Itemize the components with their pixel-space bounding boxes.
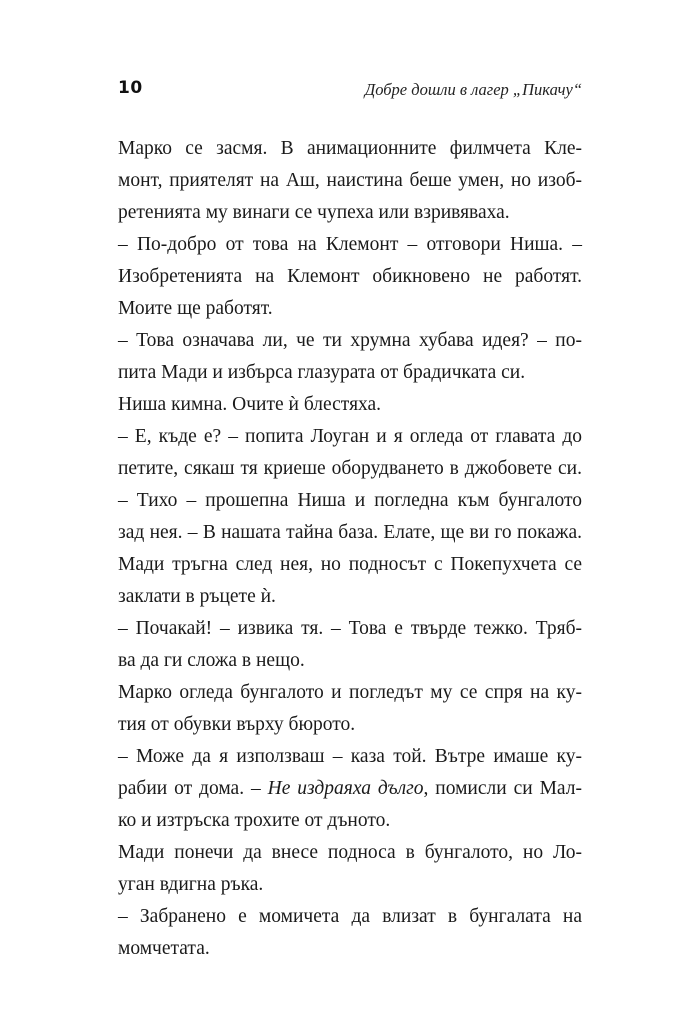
text-line: – Почакай! – извика тя. – Това е твърде тежко. Тряб- xyxy=(118,618,582,639)
text-line: тия от обувки върху бюрото. xyxy=(118,714,356,735)
body-text xyxy=(118,133,582,965)
text-line: – Тихо – прошепна Ниша и погледна към бунгалото xyxy=(118,490,582,511)
text-line: Мади тръгна след нея, но подносът с Покепухчета се xyxy=(118,554,582,575)
paragraph xyxy=(118,741,582,837)
paragraph xyxy=(118,677,582,741)
text-fragment: рабии от дома. – xyxy=(118,778,268,799)
running-title: Добре дошли в лагер „Пикачу“ xyxy=(364,80,582,99)
text-line: – Това означава ли, че ти хрумна хубава идея? – по- xyxy=(118,330,582,351)
text-line: петите, сякаш тя криеше оборудването в джобовете си. xyxy=(118,458,582,479)
paragraph xyxy=(118,325,582,389)
text-line: Изобретенията на Клемонт обикновено не работят. xyxy=(118,266,582,287)
paragraph xyxy=(118,485,582,549)
text-line: Моите ще работят. xyxy=(118,298,273,319)
text-line: Мади понечи да внесе подноса в бунгалото, но Ло- xyxy=(118,842,582,863)
text-line: момчетата. xyxy=(118,938,210,959)
text-line: – Може да я използваш – каза той. Вътре имаше ку- xyxy=(118,746,582,767)
text-line: Марко огледа бунгалото и погледът му се спря на ку- xyxy=(118,682,582,703)
paragraph xyxy=(118,421,582,485)
page-header xyxy=(118,74,582,104)
paragraph xyxy=(118,837,582,901)
text-line: Марко се засмя. В анимационните филмчета Кле- xyxy=(118,138,582,159)
text-line: Ниша кимна. Очите ѝ блестяха. xyxy=(118,394,382,415)
paragraph xyxy=(118,229,582,325)
text-line: заклати в ръцете ѝ. xyxy=(118,586,276,607)
page-number: 10 xyxy=(118,78,143,98)
text-line: ко и изтръска трохите от дъното. xyxy=(118,810,391,831)
text-line: – Забранено е момичета да влизат в бунгалата на xyxy=(118,906,582,927)
text-fragment: , помисли си Мал- xyxy=(423,778,582,799)
paragraph xyxy=(118,549,582,613)
text-line: ретенията му винаги се чупеха или взривяваха. xyxy=(118,202,510,223)
text-line: пита Мади и избърса глазурата от брадичката си. xyxy=(118,362,526,383)
text-line: – По-добро от това на Клемонт – отговори Ниша. – xyxy=(118,234,582,255)
text-line: ва да ги сложа в нещо. xyxy=(118,650,305,671)
paragraph xyxy=(118,613,582,677)
paragraph xyxy=(118,389,582,421)
text-line: – Е, къде е? – попита Лоуган и я огледа от главата до xyxy=(118,426,582,447)
text-line: зад нея. – В нашата тайна база. Елате, ще ви го покажа. xyxy=(118,522,582,543)
italic-phrase: Не издраяха дълго xyxy=(267,778,424,799)
text-line: уган вдигна ръка. xyxy=(118,874,264,895)
paragraph xyxy=(118,901,582,965)
paragraph xyxy=(118,133,582,229)
text-line xyxy=(118,773,582,805)
text-line: монт, приятелят на Аш, наистина беше умен, но изоб- xyxy=(118,170,582,191)
